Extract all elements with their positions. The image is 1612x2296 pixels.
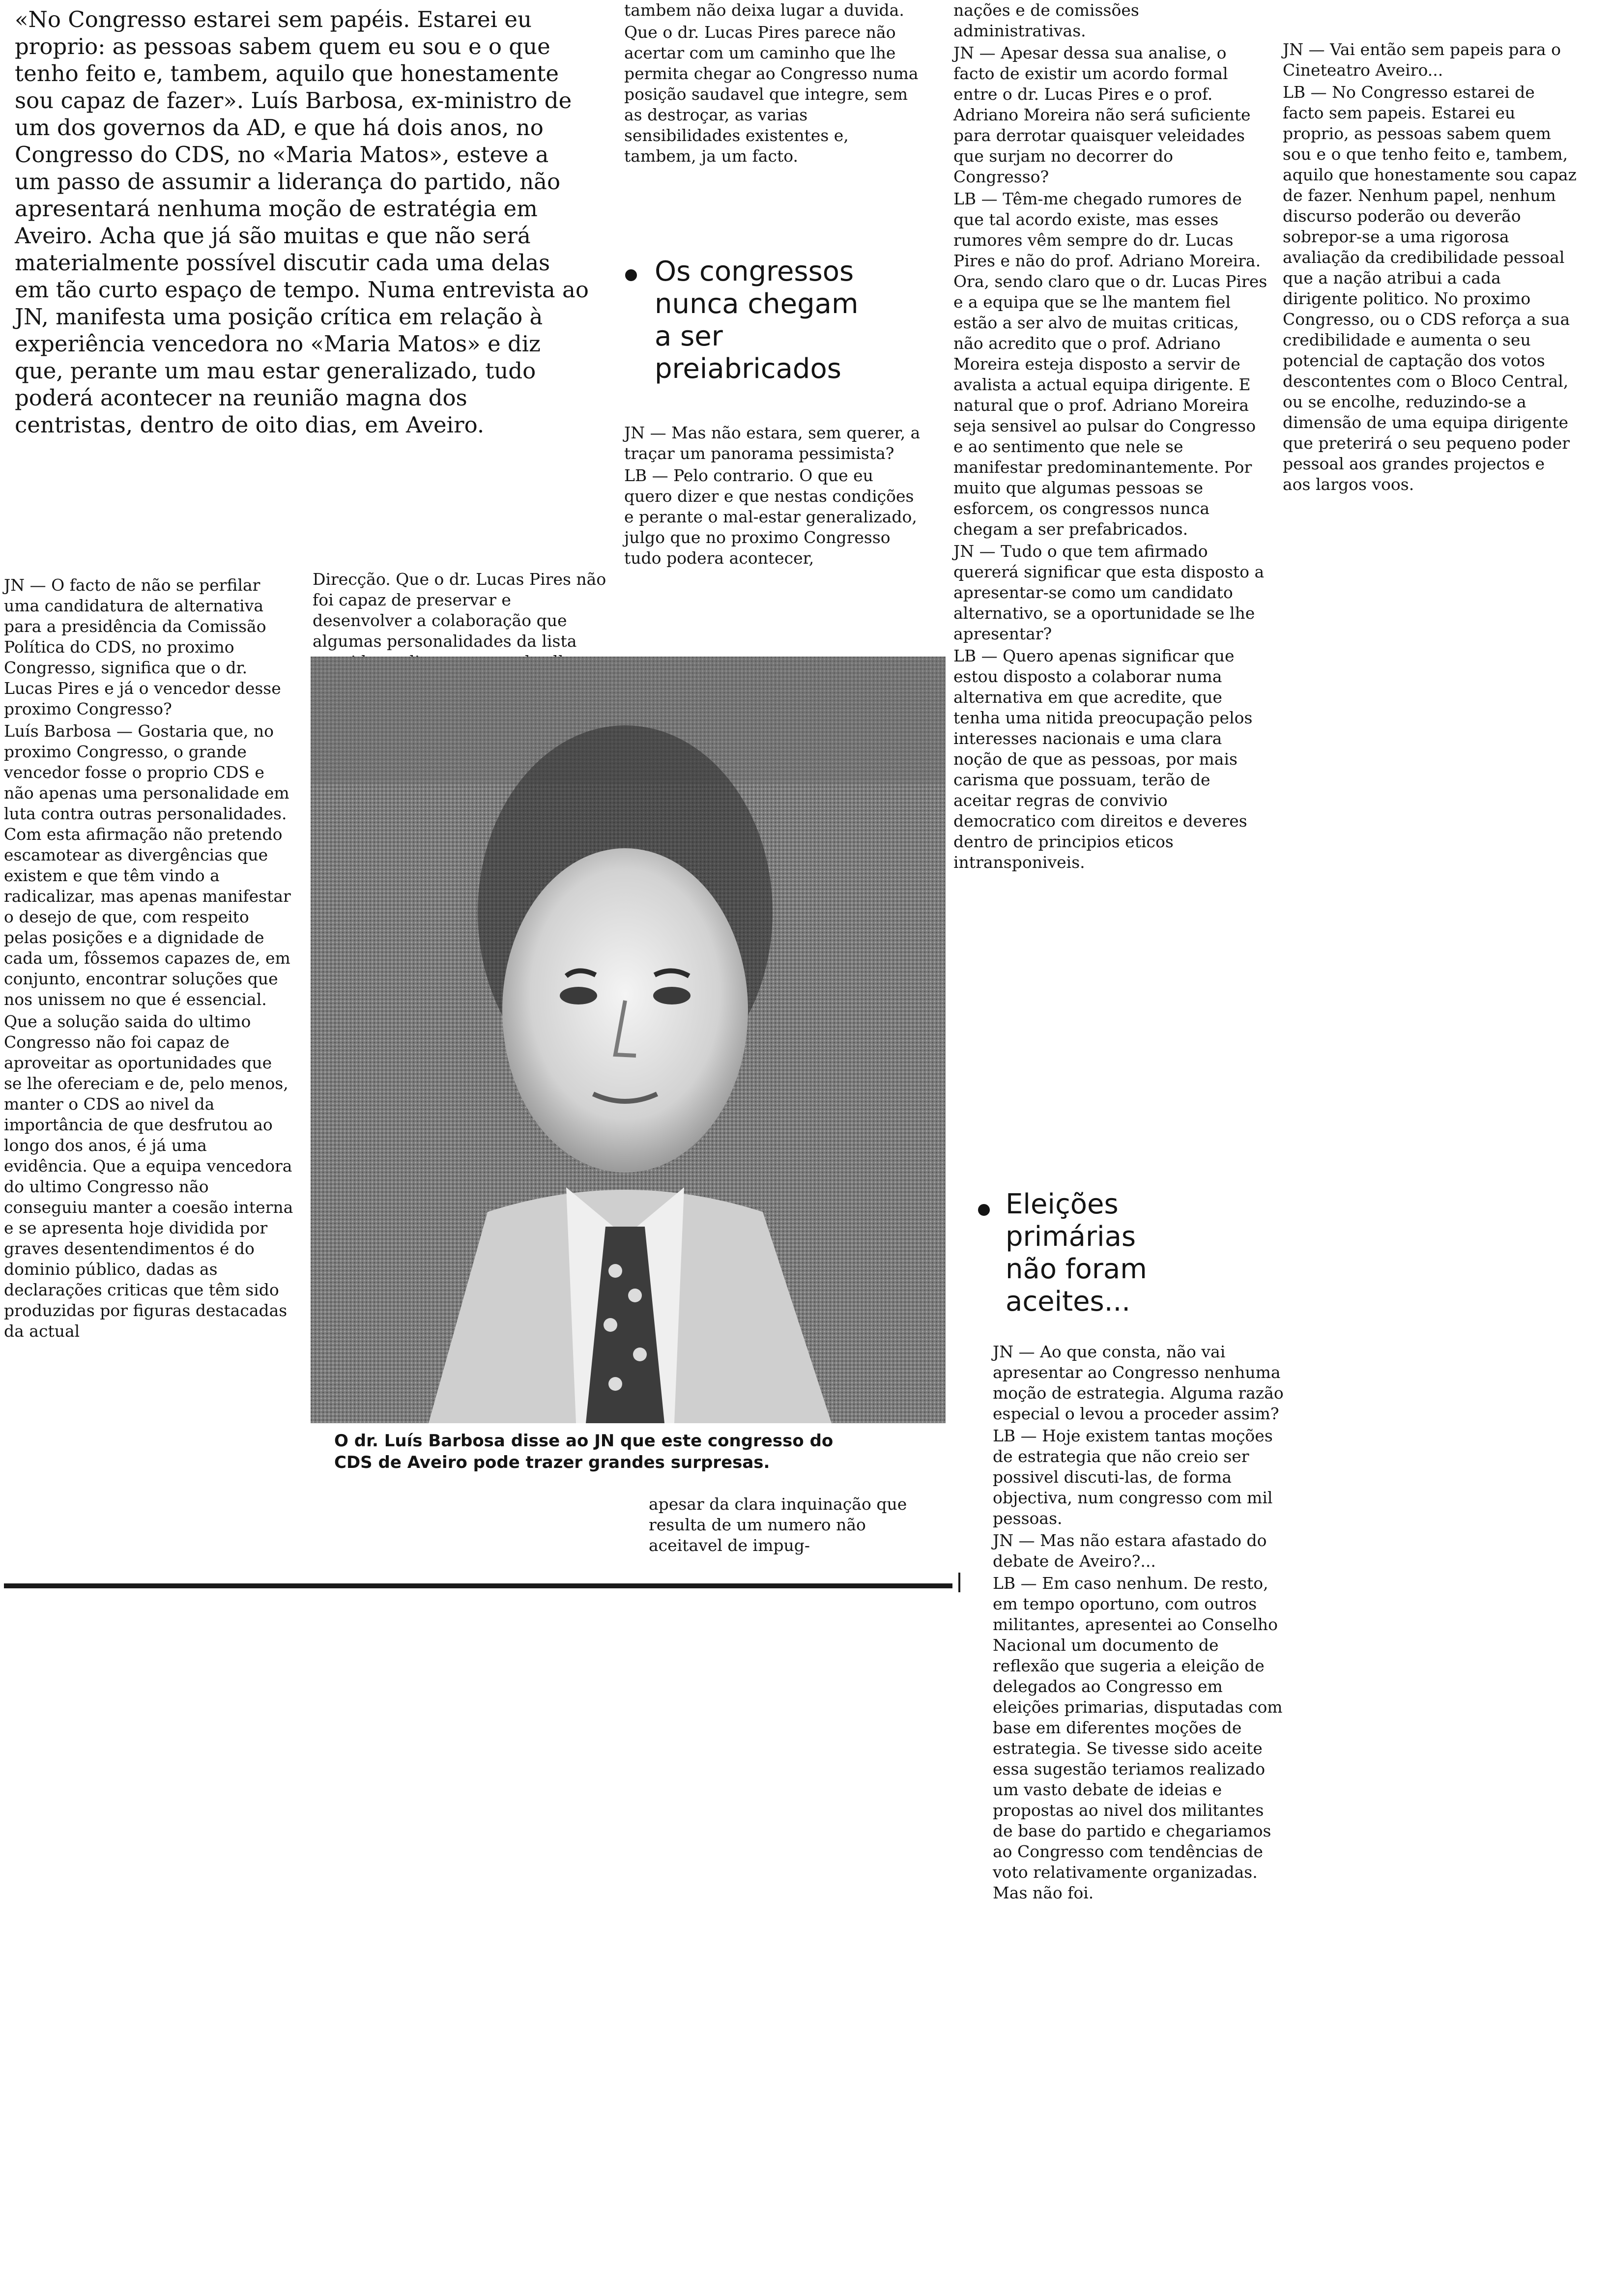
article-column-4	[953, 0, 1268, 873]
column-paragraph: Que o dr. Lucas Pires parece não acertar com um caminho que lhe permita chegar ao Congresso numa posição saudavel que integre, sem as destroçar, as varias sensibilidades existentes e, tambem, ja um facto.	[624, 23, 919, 166]
article-column-2	[313, 569, 607, 651]
article-column-5	[1283, 39, 1578, 495]
lead-paragraph	[15, 6, 590, 438]
column-paragraph: JN — Ao que consta, não vai apresentar ao Congresso nenhuma moção de estrategia. Alguma razão especial o levou a proceder assim?	[993, 1342, 1284, 1423]
photo-caption	[334, 1430, 944, 1473]
column-paragraph: Que a solução saida do ultimo Congresso não foi capaz de aproveitar as oportunidades que se lhe ofereciam e de, pelo menos, manter o CDS ao nivel da importância de que desfrutou ao longo dos anos, é já uma evidência. Que a equipa vencedora do ultimo Congresso não conseguiu manter a coesão interna e se apresenta hoje dividida por graves desentendimentos é do dominio público, dadas as declarações criticas que têm sido produzidas por figuras destacadas da actual	[4, 1012, 293, 1341]
article-column-3-mid	[624, 423, 924, 569]
portrait-photo	[311, 657, 946, 1423]
article-column-1	[4, 575, 295, 1342]
article-column-4b	[993, 1342, 1288, 1903]
bottom-rule	[4, 1583, 952, 1588]
heading-bullet	[978, 1204, 990, 1216]
section-heading-1	[655, 256, 930, 385]
column-paragraph: JN — Tudo o que tem afirmado quererá significar que esta disposto a apresentar-se como um candidato alternativo, se a oportunidade se lhe apresentar?	[953, 542, 1265, 643]
heading-bullet	[625, 269, 637, 281]
column-paragraph: LB — Quero apenas significar que estou disposto a colaborar numa alternativa em que acredite, que tenha uma nitida preocupação pelos interesses nacionais e uma clara noção de que as pessoas, por mais carisma que possuam, terão de aceitar regras de convivio democratico com direitos e deveres dentro de principios eticos intransponiveis.	[953, 646, 1253, 872]
column-paragraph: Direcção. Que o dr. Lucas Pires não foi capaz de preservar e desenvolver a colaboração que algumas personalidades da lista	[313, 570, 606, 651]
lead-text: «No Congresso estarei sem papéis. Estarei eu proprio: as pessoas sabem quem eu sou e o que tenho feito e, tambem, aquilo que honestamente sou capaz de fazer». Luís Barbosa, ex-ministro de um dos governos da AD, e que há dois anos, no Congresso do CDS, no «Maria Matos», esteve a um passo de assumir a liderança do partido, não apresentará nenhuma moção de estratégia em Aveiro. Acha que já são muitas e que não será materialmente possível discutir cada uma delas em tão curto espaço de tempo. Numa entrevista ao JN, manifesta uma posição crítica em relação à experiência vencedora no «Maria Matos» e diz que, perante um mau estar generalizado, tudo poderá acontecer na reunião magna dos centristas, dentro de oito dias, em Aveiro.	[15, 6, 589, 438]
column-paragraph: apesar da clara inquinação que resulta de um numero não aceitavel de impug-	[649, 1494, 907, 1555]
column-paragraph: LB — Hoje existem tantas moções de estrategia que não creio ser possivel discuti-las, de forma objectiva, num congresso com mil pessoas.	[993, 1426, 1273, 1528]
column-paragraph: tambem não deixa lugar a duvida.	[624, 0, 904, 20]
column-paragraph: LB — No Congresso estarei de facto sem papeis. Estarei eu proprio, as pessoas sabem quem sou e o que tenho feito e, tambem, aquilo que honestamente sou capaz de fazer. Nenhum papel, nenhum discurso poderão ou deverão sobrepor-se a uma rigorosa avaliação da credibilidade pessoal que a nação atribui a cada dirigente politico. No proximo Congresso, ou o CDS reforça a sua credibilidade e aumenta o seu potencial de captação dos votos descontentes com o Bloco Central, ou se encolhe, reduzindo-se a dimensão de uma equipa dirigente que preterirá o seu pequeno poder pessoal aos grandes projectos e aos largos voos.	[1283, 83, 1577, 494]
column-paragraph: JN — Apesar dessa sua analise, o facto de existir um acordo formal entre o dr. Lucas Pires e o prof. Adriano Moreira não será suficiente para derrotar quaisquer veleidades que surjam no decorrer do Congresso?	[953, 43, 1251, 186]
column-paragraph: LB — Pelo contrario. O que eu quero dizer e que nestas condições e perante o mal-estar generalizado, julgo que no proximo Congresso tudo podera acontecer,	[624, 466, 917, 568]
column-paragraph: nações e de comissões administrativas.	[953, 0, 1139, 40]
divider-line	[958, 1573, 960, 1592]
heading-text: Eleições primárias não foram aceites...	[1006, 1188, 1147, 1318]
column-paragraph: JN — Vai então sem papeis para o Cineteatro Aveiro...	[1283, 40, 1561, 80]
column-paragraph: LB — Em caso nenhum. De resto, em tempo oportuno, com outros militantes, apresentei ao Conselho Nacional um documento de reflexão que sugeria a eleição de delegados ao Congresso em eleições primarias, disputadas com base em diferentes moções de estrategia. Se tivesse sido aceite essa sugestão teriamos realizado um vasto debate de ideias e propostas ao nivel dos militantes de base do partido e chegariamos ao Congresso com tendências de voto relativamente organizadas. Mas não foi.	[993, 1574, 1283, 1902]
column-paragraph: JN — O facto de não se perfilar uma candidatura de alternativa para a presidência da Comissão Política do CDS, no proximo Congresso, significa que o dr. Lucas Pires e já o vencedor desse proximo Congresso?	[4, 575, 281, 718]
portrait-image	[311, 657, 946, 1423]
column-paragraph: JN — Mas não estara afastado do debate de Aveiro?...	[993, 1531, 1267, 1571]
article-column-3-top	[624, 0, 919, 167]
column-paragraph: JN — Mas não estara, sem querer, a traçar um panorama pessimista?	[624, 423, 921, 463]
heading-text: Os congressos nunca chegam a ser preiabricados	[655, 256, 859, 385]
article-column-3-bottom	[649, 1494, 939, 1556]
column-paragraph: Luís Barbosa — Gostaria que, no proximo Congresso, o grande vencedor fosse o proprio CDS e não apenas uma personalidade em luta contra outras personalidades. Com esta afirmação não pretendo escamotear as divergências que existem e que têm vindo a radicalizar, mas apenas manifestar o desejo de que, com respeito pelas posições e a dignidade de cada um, fôssemos capazes de, em conjunto, encontrar soluções que nos unissem no que é essencial.	[4, 721, 291, 1009]
section-heading-2	[1006, 1188, 1261, 1318]
column-paragraph: LB — Têm-me chegado rumores de que tal acordo existe, mas esses rumores vêm sempre do dr. Lucas Pires e não do prof. Adriano Moreira. Ora, sendo claro que o dr. Lucas Pires e a equipa que se lhe mantem fiel estão a ser alvo de muitas criticas, não acredito que o prof. Adriano Moreira esteja disposto a servir de avalista a actual equipa dirigente. E natural que o prof. Adriano Moreira seja sensivel ao pulsar do Congresso e ao sentimento que nele se manifestar predominantemente. Por muito que algumas pessoas se esforcem, os congressos nunca chegam a ser prefabricados.	[953, 189, 1267, 539]
caption-text: O dr. Luís Barbosa disse ao JN que este congresso do CDS de Aveiro pode trazer grandes surpresas.	[334, 1431, 834, 1472]
